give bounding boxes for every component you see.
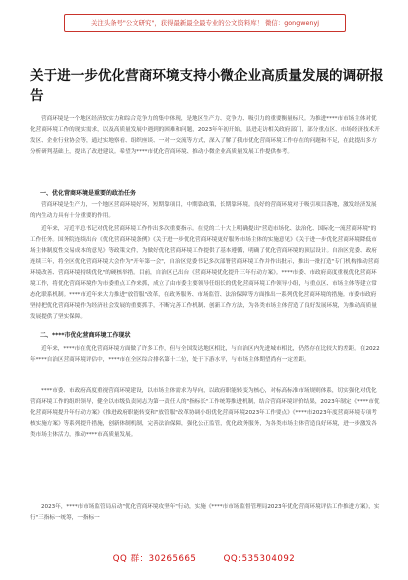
qq-group-label: QQ 群：30265665 (112, 554, 197, 564)
page-title: 关于进一步优化营商环境支持小微企业高质量发展的调研报告 (30, 68, 384, 104)
section-heading-2: 二、****市优化营商环境工作现状 (40, 332, 131, 339)
qq-label: QQ:535304092 (223, 554, 296, 564)
paragraph-intro: 营商环境是一个地区经济软实力和综合竞争力的集中体现，是地区生产力、竞争力、吸引力的重要衡量标尺。为推进****市市场主体对优化营商环境工作的现实需求，以及高质量发展中遇到的困难和问题，2023年年初开始，县进走访相关政府部门，部分重点区、市场经济技术开发区、企业行业协会等，通过实地察看、组织座谈、一对一交流等方式，深入了解了我市优化营商环境工作存在的问题和不足，在此提出多方分析研判基础上，提出了改进建议。希望为****市优化营商环境、推动小微企业高质量发展工作提供参考。 (30, 116, 380, 155)
paragraph-5: ****市委、市政府高度重视营商环境建设，以市场主体需求为导向，以政府职能转变为核心，对标高标准市场规则体系，切实强化对优化营商环境工作的组织领导，健全以市级负责同志为第一责任人的"指标长"工作统筹推进机制，结合营商环境评价结果，2023年制定《****市优化营商环境提升年行动方案》《推进政府职能转变和"放管服"改革协调小组优化营商环境2023年工作要点》《****市2023年度营商环境专项考核实施方案》等系列提升措施，创新体制机制，完善法治保障，强化公正监管，优化政务服务，为各类市场主体营造良好环境，进一步激发各类市场主体活力，推动****市高质量发展。 (30, 388, 380, 438)
section-heading-1: 一、优化营商环境是重要的政治任务 (40, 190, 137, 197)
paragraph-2: 营商环境是生产力，一个地区营商环境好坏，短期靠项目，中期靠政策，长期靠环境。良好的营商环境对于吸引项目落地，激发经济发展的内生动力具有十分重要的作用。 (30, 202, 377, 219)
promo-banner[interactable]: 关注头条号"公文研究"，获得最新最全最专业的公文资料库！ 微信：gongwenyj (64, 14, 346, 32)
paragraph-3: 近年来，习近平总书记对优化营商环境工作作出多次重要指示。在党的二十大上明确提出"营造市场化、法治化、国际化一流营商环境"的工作任务。国务院连续出台《优化营商环境条例》《关于进一步优化营商环境更好服务市场主体的实施意见》《关于进一步优化营商环境降低市场主体制度性交易成本的意见》等政策文件，为做好优化营商环境工作提供了基本遵循，明确了优化营商环境的顶层设计。自治区党委、政府连续三年，将全区优化营商环境大会作为"开年第一会"，自治区党委书记多次部署营商环境工作并作出批示，推出一批打造"专门机构推动营商环境改善、营商环境持续优化"的硬核举措。目前，自治区已出台《营商环境优化提升三年行动方案》。****市委、市政府高度重视优化营商环境工作，将优化营商环境作为市委重点工作来抓，成立了由市委主要领导任组长的优化营商环境工作领导小组，与重点区、市场主体等建立常态化联系机制。****市近年来大力推进"放管服"改革，在政务服务、市场监管、法治保障等方面推出一系列优化营商环境的措施。市委市政府坚持把优化营商环境作为经济社会发展的重要抓手，不断完善工作机制、创新工作方法，为各类市场主体营造了良好发展环境，为推动高质量发展提供了坚实保障。 (30, 226, 379, 320)
paragraph-4: 近年来，****市在优化营商环境方面做了许多工作，但与全国发达地区相比，与自治区内先进城市相比，仍然存在比较大的差距。在2022年****自治区营商环境评估中，****市在全区综合排名第十二位，处于下游水平，与市场主体期望尚有一定差距。 (30, 346, 380, 363)
contact-footer (0, 552, 408, 564)
paragraph-6: 2023年，****市市场监管局启动"优化营商环境攻坚年"行动，实施《****市市场监督管理局2023年优化营商环境评估工作推进方案》，实行"三指标一统筹，一指标一 (30, 504, 380, 521)
